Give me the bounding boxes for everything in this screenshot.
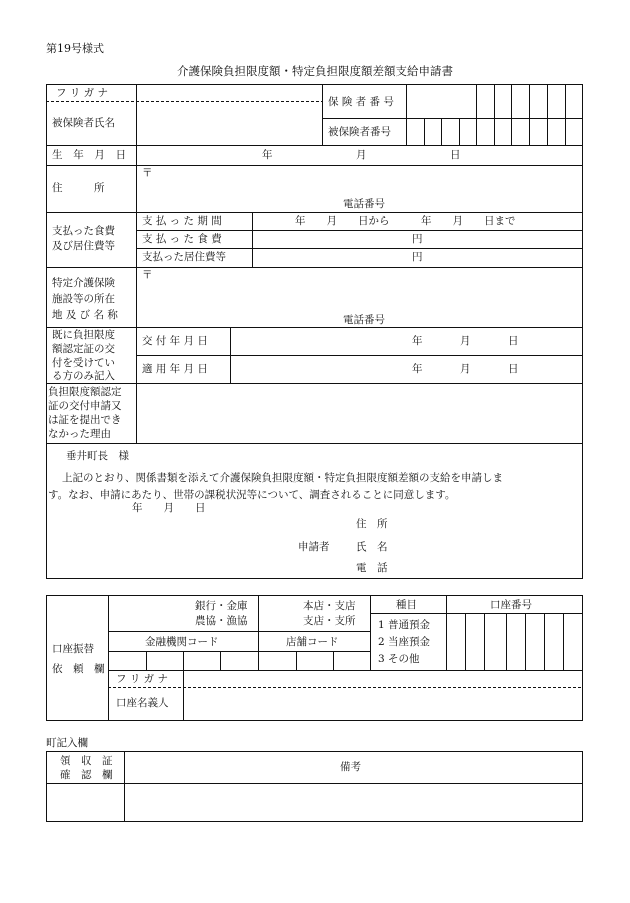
paid-label-line1: 支払った食費 [52, 225, 115, 237]
form-title: 介護保険負担限度額・特定負担限度額差額支給申請書 [177, 64, 453, 78]
apply-day: 日 [508, 363, 519, 375]
form-number: 第19号様式 [46, 42, 104, 55]
issue-day: 日 [508, 335, 519, 347]
apply-month: 月 [460, 363, 471, 375]
addressee: 垂井町長 様 [66, 450, 129, 462]
reason-label-line2: 証の交付申請又 [48, 400, 122, 412]
branch-code-label: 店舗コード [286, 636, 339, 648]
facility-label-line3: 地 及 び 名 称 [52, 309, 118, 321]
issue-date-label: 交 付 年 月 日 [142, 335, 208, 347]
issue-month: 月 [460, 335, 471, 347]
apply-year: 年 [412, 363, 423, 375]
issue-year: 年 [412, 335, 423, 347]
institution-code-label: 金融機関コード [145, 636, 219, 648]
account-kind-label: 種目 [396, 599, 417, 611]
applicant-name-label: 氏 名 [356, 541, 388, 553]
receipt-label-line2: 確 認 欄 [60, 769, 113, 781]
applicant-address-label: 住 所 [356, 518, 388, 530]
account-kind-option-1: 1 普通預金 [378, 619, 431, 631]
holder-furigana-label: フ リ ガ ナ [116, 673, 169, 685]
bank-type-line1: 銀行・金庫 [195, 600, 248, 612]
account-kind-option-3: 3 その他 [378, 653, 420, 665]
birth-date-label: 生 年 月 日 [52, 149, 130, 161]
declaration-text-line1: 上記のとおり、関係書類を添えて介護保険負担限度額・特定負担限度額差額の支給を申請しま [62, 472, 503, 484]
reason-label-line4: なかった理由 [48, 428, 111, 440]
branch-type-line2: 支店・支所 [303, 615, 356, 627]
existing-label-line2: 額認定証の交 [52, 343, 115, 355]
remarks-label: 備考 [340, 761, 361, 773]
existing-label-line4: る方のみ記入 [52, 370, 115, 382]
facility-postal-mark: 〒 [142, 269, 153, 281]
existing-label-line1: 既に負担限度 [52, 329, 115, 341]
apply-date-label: 適 用 年 月 日 [142, 363, 208, 375]
transfer-label-line1: 口座振替 [52, 643, 94, 655]
town-section-label: 町記入欄 [46, 737, 88, 749]
account-holder-label: 口座名義人 [116, 697, 169, 709]
facility-label-line1: 特定介護保険 [52, 277, 115, 289]
birth-day-label: 日 [450, 149, 461, 161]
bank-type-line2: 農協・漁協 [195, 615, 248, 627]
branch-type-line1: 本店・支店 [303, 600, 356, 612]
birth-month-label: 月 [356, 149, 367, 161]
account-number-label: 口座番号 [490, 599, 532, 611]
address-phone-label: 電話番号 [343, 198, 385, 210]
paid-label-line2: 及び居住費等 [52, 240, 115, 252]
declaration-date: 年 月 日 [132, 502, 206, 514]
facility-phone-label: 電話番号 [343, 314, 385, 326]
birth-year-label: 年 [262, 149, 273, 161]
existing-label-line3: 付を受けてい [52, 357, 115, 369]
applicant-label: 申請者 [298, 541, 330, 553]
paid-food-yen: 円 [412, 233, 423, 245]
account-kind-option-2: 2 当座預金 [378, 636, 431, 648]
paid-food-label: 支 払 っ た 食 費 [142, 233, 222, 245]
receipt-label-line1: 領 収 証 [60, 755, 113, 767]
declaration-text-line2: す。なお、申請にあたり、世帯の課税状況等について、調査されることに同意します。 [48, 489, 456, 501]
address-label: 住 所 [52, 182, 105, 194]
reason-label-line1: 負担限度額認定 [48, 386, 122, 398]
transfer-label-line2: 依 頼 欄 [52, 663, 105, 675]
paid-housing-label: 支払った居住費等 [142, 251, 226, 263]
furigana-label: フ リ ガ ナ [56, 87, 109, 99]
reason-label-line3: は証を提出でき [48, 414, 122, 426]
applicant-phone-label: 電 話 [356, 562, 388, 574]
insured-name-label: 被保険者氏名 [52, 117, 115, 129]
postal-mark: 〒 [142, 167, 153, 179]
insured-number-label: 被保険者番号 [328, 126, 391, 138]
paid-period-label: 支 払 っ た 期 間 [142, 215, 222, 227]
paid-period-text: 年 月 日から 年 月 日まで [295, 215, 516, 227]
paid-housing-yen: 円 [412, 251, 423, 263]
insurer-number-label: 保 険 者 番 号 [328, 96, 394, 108]
facility-label-line2: 施設等の所在 [52, 293, 115, 305]
